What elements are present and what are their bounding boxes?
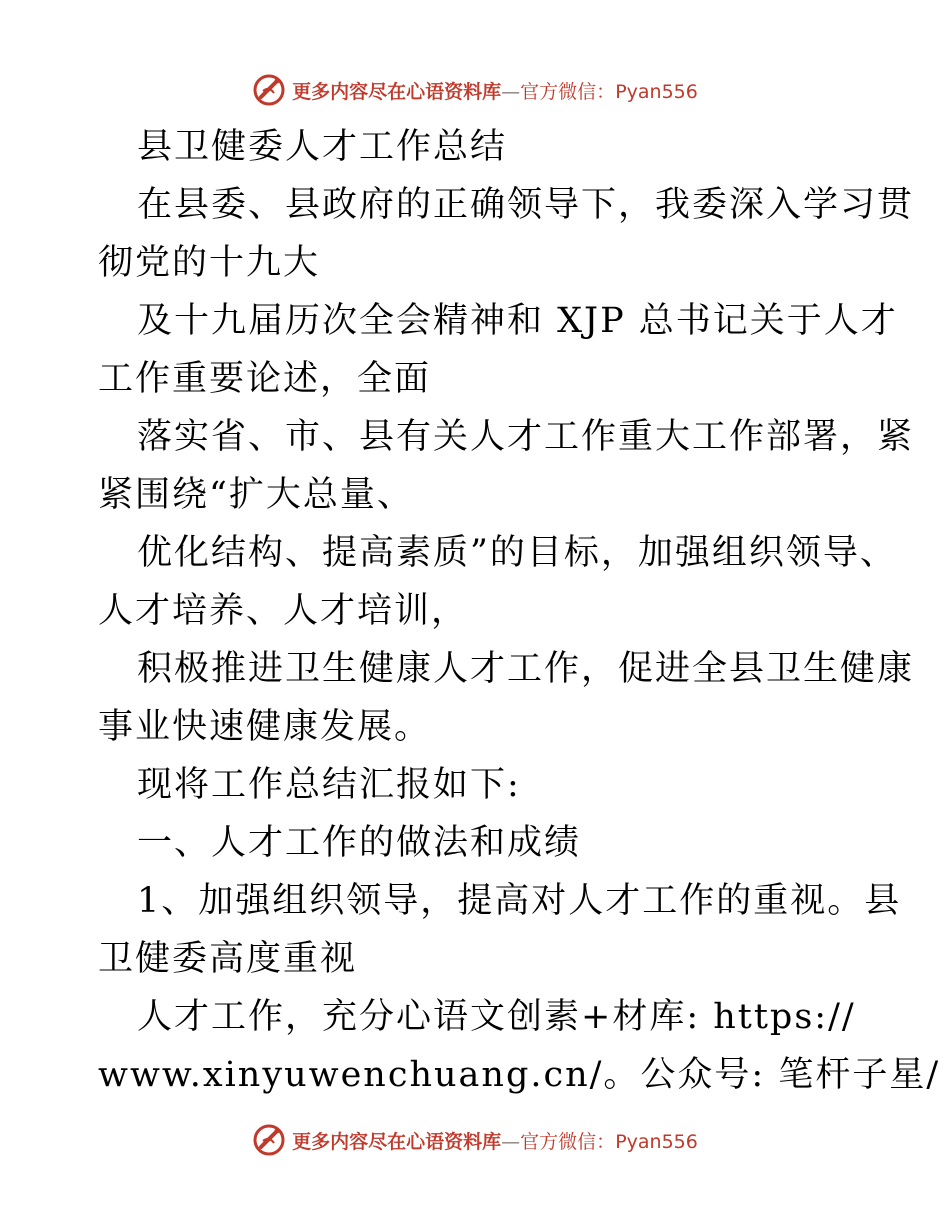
brush-seal-logo-icon xyxy=(252,73,286,107)
paragraph-line: 卫健委高度重视 xyxy=(98,939,358,979)
banner-main-text: 更多内容尽在心语资料库 xyxy=(292,80,502,103)
footer-watermark-banner xyxy=(0,1120,950,1160)
paragraph-line: 落实省、市、县有关人才工作重大工作部署，紧 xyxy=(137,417,915,457)
banner-wechat-id: Pyan556 xyxy=(615,80,698,103)
paragraph-line: 1、加强组织领导，提高对人才工作的重视。县 xyxy=(137,881,902,921)
paragraph-line: 人才培养、人才培训， xyxy=(98,591,469,631)
paragraph-line: 彻党的十九大 xyxy=(98,243,321,283)
section-heading: 一、人才工作的做法和成绩 xyxy=(137,823,582,863)
brush-seal-logo-icon xyxy=(252,1123,286,1157)
paragraph-line: 工作重要论述，全面 xyxy=(98,359,432,399)
banner-dash: — xyxy=(501,1130,521,1153)
banner-text xyxy=(292,1127,698,1154)
banner-wechat-id: Pyan556 xyxy=(615,1130,698,1153)
paragraph-line: 事业快速健康发展。 xyxy=(98,707,432,747)
banner-wechat-label: 官方微信： xyxy=(520,1130,616,1153)
banner-wechat-label: 官方微信： xyxy=(520,80,616,103)
document-title: 县卫健委人才工作总结 xyxy=(137,127,508,167)
paragraph-line: 紧围绕“扩大总量、 xyxy=(98,475,414,515)
banner-dash: — xyxy=(501,80,521,103)
banner-main-text: 更多内容尽在心语资料库 xyxy=(292,1130,502,1153)
paragraph-line: 人才工作，充分心语文创素+材库: https:// xyxy=(137,997,856,1037)
paragraph-line: 优化结构、提高素质”的目标，加强组织领导、 xyxy=(137,533,897,573)
paragraph-line: 积极推进卫生健康人才工作，促进全县卫生健康 xyxy=(137,649,915,689)
paragraph-line: www.xinyuwenchuang.cn/。公众号: 笔杆子星/ xyxy=(98,1055,941,1095)
paragraph-line: 在县委、县政府的正确领导下，我委深入学习贯 xyxy=(137,185,915,225)
paragraph-line: 现将工作总结汇报如下: xyxy=(137,765,521,805)
banner-text xyxy=(292,77,698,104)
paragraph-line: 及十九届历次全会精神和 XJP 总书记关于人才 xyxy=(137,301,898,341)
header-watermark-banner xyxy=(0,70,950,110)
